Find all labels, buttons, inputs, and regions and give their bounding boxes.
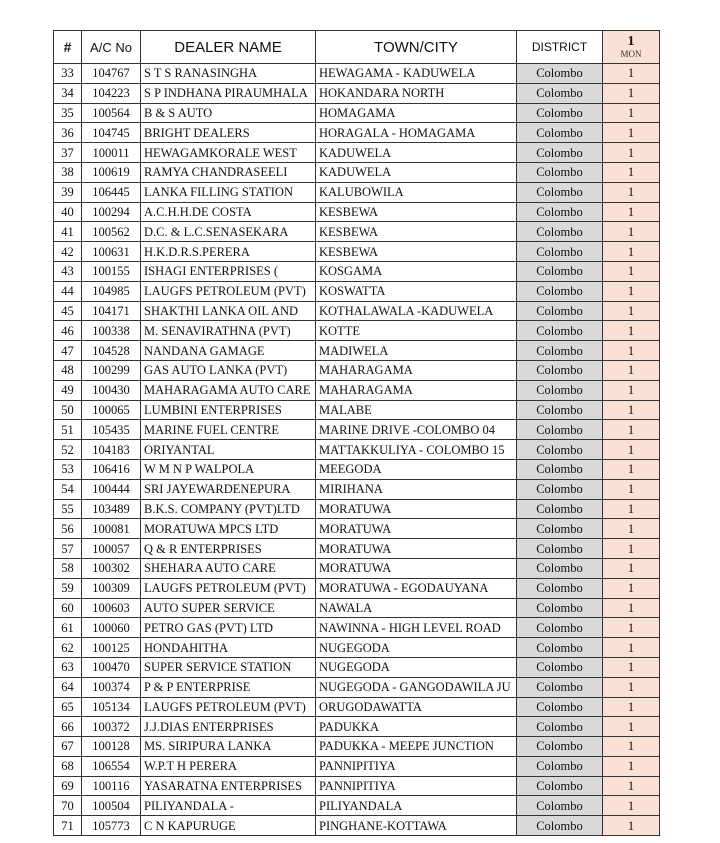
row-ac-no: 100444 <box>82 479 141 499</box>
row-district: Colombo <box>517 598 603 618</box>
row-district: Colombo <box>517 123 603 143</box>
row-num: 55 <box>54 499 82 519</box>
row-num: 40 <box>54 202 82 222</box>
row-dealer-name: LANKA FILLING STATION <box>141 182 316 202</box>
row-district: Colombo <box>517 578 603 598</box>
row-district: Colombo <box>517 657 603 677</box>
row-town-city: NUGEGODA <box>316 657 517 677</box>
table-row <box>54 539 660 559</box>
row-dealer-name: SHEHARA AUTO CARE <box>141 558 316 578</box>
table-row <box>54 83 660 103</box>
header-day <box>603 31 660 64</box>
row-day-value: 1 <box>603 103 660 123</box>
table-row <box>54 202 660 222</box>
row-ac-no: 104171 <box>82 301 141 321</box>
row-dealer-name: C N KAPURUGE <box>141 816 316 836</box>
table-row <box>54 519 660 539</box>
row-day-value: 1 <box>603 281 660 301</box>
row-day-value: 1 <box>603 756 660 776</box>
row-num: 50 <box>54 400 82 420</box>
row-town-city: MAHARAGAMA <box>316 360 517 380</box>
row-town-city: MIRIHANA <box>316 479 517 499</box>
row-district: Colombo <box>517 301 603 321</box>
row-ac-no: 100372 <box>82 717 141 737</box>
row-dealer-name: YASARATNA ENTERPRISES <box>141 776 316 796</box>
table-row <box>54 400 660 420</box>
row-ac-no: 100309 <box>82 578 141 598</box>
row-ac-no: 100619 <box>82 162 141 182</box>
row-dealer-name: HEWAGAMKORALE WEST <box>141 143 316 163</box>
row-ac-no: 100562 <box>82 222 141 242</box>
row-num: 36 <box>54 123 82 143</box>
row-district: Colombo <box>517 816 603 836</box>
row-ac-no: 100155 <box>82 261 141 281</box>
row-num: 57 <box>54 539 82 559</box>
table-body <box>54 64 660 836</box>
row-num: 71 <box>54 816 82 836</box>
table-row <box>54 578 660 598</box>
table-row <box>54 64 660 84</box>
row-district: Colombo <box>517 440 603 460</box>
row-district: Colombo <box>517 380 603 400</box>
row-town-city: KALUBOWILA <box>316 182 517 202</box>
row-num: 43 <box>54 261 82 281</box>
row-day-value: 1 <box>603 717 660 737</box>
row-day-value: 1 <box>603 776 660 796</box>
row-dealer-name: H.K.D.R.S.PERERA <box>141 242 316 262</box>
row-day-value: 1 <box>603 638 660 658</box>
header-district: DISTRICT <box>517 31 603 64</box>
row-district: Colombo <box>517 420 603 440</box>
row-ac-no: 100060 <box>82 618 141 638</box>
row-ac-no: 105134 <box>82 697 141 717</box>
row-ac-no: 106445 <box>82 182 141 202</box>
row-num: 69 <box>54 776 82 796</box>
row-dealer-name: J.J.DIAS ENTERPRISES <box>141 717 316 737</box>
row-day-value: 1 <box>603 539 660 559</box>
table-row <box>54 499 660 519</box>
table-row <box>54 182 660 202</box>
row-num: 52 <box>54 440 82 460</box>
row-day-value: 1 <box>603 123 660 143</box>
row-num: 68 <box>54 756 82 776</box>
row-day-value: 1 <box>603 400 660 420</box>
row-district: Colombo <box>517 677 603 697</box>
table-row <box>54 281 660 301</box>
row-num: 37 <box>54 143 82 163</box>
row-day-value: 1 <box>603 578 660 598</box>
row-dealer-name: D.C. & L.C.SENASEKARA <box>141 222 316 242</box>
table-row <box>54 737 660 757</box>
row-town-city: MAHARAGAMA <box>316 380 517 400</box>
row-district: Colombo <box>517 717 603 737</box>
row-day-value: 1 <box>603 459 660 479</box>
row-ac-no: 100299 <box>82 360 141 380</box>
row-ac-no: 100128 <box>82 737 141 757</box>
table-row <box>54 756 660 776</box>
table-row <box>54 380 660 400</box>
row-ac-no: 104183 <box>82 440 141 460</box>
row-day-value: 1 <box>603 677 660 697</box>
row-town-city: HEWAGAMA - KADUWELA <box>316 64 517 84</box>
row-district: Colombo <box>517 162 603 182</box>
table-row <box>54 301 660 321</box>
row-day-value: 1 <box>603 64 660 84</box>
row-day-value: 1 <box>603 360 660 380</box>
row-num: 46 <box>54 321 82 341</box>
row-town-city: KESBEWA <box>316 242 517 262</box>
table-row <box>54 341 660 361</box>
row-num: 62 <box>54 638 82 658</box>
table-row <box>54 677 660 697</box>
row-dealer-name: B.K.S. COMPANY (PVT)LTD <box>141 499 316 519</box>
row-ac-no: 100302 <box>82 558 141 578</box>
row-district: Colombo <box>517 400 603 420</box>
row-town-city: MORATUWA <box>316 558 517 578</box>
row-town-city: HORAGALA - HOMAGAMA <box>316 123 517 143</box>
row-dealer-name: LUMBINI ENTERPRISES <box>141 400 316 420</box>
row-dealer-name: PILIYANDALA - <box>141 796 316 816</box>
row-town-city: KOTHALAWALA -KADUWELA <box>316 301 517 321</box>
row-dealer-name: GAS AUTO LANKA (PVT) <box>141 360 316 380</box>
row-ac-no: 100603 <box>82 598 141 618</box>
row-day-value: 1 <box>603 162 660 182</box>
header-day-name: MON <box>620 49 642 59</box>
row-town-city: NUGEGODA - GANGODAWILA JU <box>316 677 517 697</box>
row-num: 45 <box>54 301 82 321</box>
row-dealer-name: W.P.T H PERERA <box>141 756 316 776</box>
row-town-city: PANNIPITIYA <box>316 756 517 776</box>
row-district: Colombo <box>517 83 603 103</box>
row-ac-no: 100294 <box>82 202 141 222</box>
row-day-value: 1 <box>603 697 660 717</box>
row-ac-no: 100125 <box>82 638 141 658</box>
row-num: 59 <box>54 578 82 598</box>
row-ac-no: 100430 <box>82 380 141 400</box>
table-row <box>54 420 660 440</box>
row-day-value: 1 <box>603 499 660 519</box>
row-ac-no: 100116 <box>82 776 141 796</box>
table-row <box>54 162 660 182</box>
table-row <box>54 776 660 796</box>
row-day-value: 1 <box>603 341 660 361</box>
row-district: Colombo <box>517 737 603 757</box>
row-town-city: NUGEGODA <box>316 638 517 658</box>
row-ac-no: 100470 <box>82 657 141 677</box>
row-dealer-name: M. SENAVIRATHNA (PVT) <box>141 321 316 341</box>
header-ac-no: A/C No <box>82 31 141 64</box>
table-row <box>54 638 660 658</box>
row-dealer-name: PETRO GAS (PVT) LTD <box>141 618 316 638</box>
row-day-value: 1 <box>603 301 660 321</box>
table-row <box>54 440 660 460</box>
row-ac-no: 104528 <box>82 341 141 361</box>
row-district: Colombo <box>517 479 603 499</box>
row-dealer-name: LAUGFS PETROLEUM (PVT) <box>141 281 316 301</box>
table-row <box>54 558 660 578</box>
table-row <box>54 360 660 380</box>
row-ac-no: 104767 <box>82 64 141 84</box>
row-num: 33 <box>54 64 82 84</box>
table-row <box>54 657 660 677</box>
row-district: Colombo <box>517 341 603 361</box>
table-row <box>54 321 660 341</box>
row-district: Colombo <box>517 756 603 776</box>
row-dealer-name: S P INDHANA PIRAUMHALA <box>141 83 316 103</box>
table-row <box>54 796 660 816</box>
row-num: 49 <box>54 380 82 400</box>
row-district: Colombo <box>517 281 603 301</box>
row-ac-no: 100631 <box>82 242 141 262</box>
row-dealer-name: S T S RANASINGHA <box>141 64 316 84</box>
row-town-city: ORUGODAWATTA <box>316 697 517 717</box>
row-district: Colombo <box>517 459 603 479</box>
row-district: Colombo <box>517 558 603 578</box>
row-dealer-name: BRIGHT DEALERS <box>141 123 316 143</box>
row-district: Colombo <box>517 261 603 281</box>
row-num: 44 <box>54 281 82 301</box>
row-town-city: MARINE DRIVE -COLOMBO 04 <box>316 420 517 440</box>
row-ac-no: 103489 <box>82 499 141 519</box>
row-town-city: PADUKKA - MEEPE JUNCTION <box>316 737 517 757</box>
table-row <box>54 242 660 262</box>
row-town-city: PINGHANE-KOTTAWA <box>316 816 517 836</box>
row-district: Colombo <box>517 143 603 163</box>
row-dealer-name: A.C.H.H.DE COSTA <box>141 202 316 222</box>
row-num: 39 <box>54 182 82 202</box>
row-dealer-name: ISHAGI ENTERPRISES ( <box>141 261 316 281</box>
row-district: Colombo <box>517 222 603 242</box>
row-town-city: PILIYANDALA <box>316 796 517 816</box>
row-num: 63 <box>54 657 82 677</box>
row-day-value: 1 <box>603 182 660 202</box>
row-dealer-name: LAUGFS PETROLEUM (PVT) <box>141 697 316 717</box>
row-ac-no: 100057 <box>82 539 141 559</box>
row-ac-no: 100564 <box>82 103 141 123</box>
row-day-value: 1 <box>603 321 660 341</box>
row-day-value: 1 <box>603 420 660 440</box>
row-town-city: KESBEWA <box>316 202 517 222</box>
row-dealer-name: HONDAHITHA <box>141 638 316 658</box>
row-town-city: MADIWELA <box>316 341 517 361</box>
row-town-city: KESBEWA <box>316 222 517 242</box>
table-row <box>54 479 660 499</box>
row-dealer-name: NANDANA GAMAGE <box>141 341 316 361</box>
row-dealer-name: MARINE FUEL CENTRE <box>141 420 316 440</box>
row-num: 38 <box>54 162 82 182</box>
row-ac-no: 105435 <box>82 420 141 440</box>
row-district: Colombo <box>517 182 603 202</box>
row-num: 41 <box>54 222 82 242</box>
row-num: 60 <box>54 598 82 618</box>
table-row <box>54 222 660 242</box>
row-town-city: HOKANDARA NORTH <box>316 83 517 103</box>
row-num: 34 <box>54 83 82 103</box>
row-town-city: KADUWELA <box>316 162 517 182</box>
row-dealer-name: MAHARAGAMA AUTO CARE <box>141 380 316 400</box>
row-ac-no: 106554 <box>82 756 141 776</box>
row-dealer-name: B & S AUTO <box>141 103 316 123</box>
table-row <box>54 618 660 638</box>
row-dealer-name: Q & R ENTERPRISES <box>141 539 316 559</box>
row-ac-no: 105773 <box>82 816 141 836</box>
row-town-city: NAWINNA - HIGH LEVEL ROAD <box>316 618 517 638</box>
table-row <box>54 717 660 737</box>
row-dealer-name: MORATUWA MPCS LTD <box>141 519 316 539</box>
row-day-value: 1 <box>603 796 660 816</box>
row-district: Colombo <box>517 242 603 262</box>
row-town-city: KOTTE <box>316 321 517 341</box>
table-row <box>54 697 660 717</box>
row-district: Colombo <box>517 499 603 519</box>
row-day-value: 1 <box>603 143 660 163</box>
row-district: Colombo <box>517 103 603 123</box>
row-day-value: 1 <box>603 598 660 618</box>
table-row <box>54 123 660 143</box>
row-dealer-name: RAMYA CHANDRASEELI <box>141 162 316 182</box>
row-town-city: MATTAKKULIYA - COLOMBO 15 <box>316 440 517 460</box>
row-num: 61 <box>54 618 82 638</box>
row-town-city: MORATUWA <box>316 499 517 519</box>
row-dealer-name: P & P ENTERPRISE <box>141 677 316 697</box>
row-town-city: MEEGODA <box>316 459 517 479</box>
row-num: 65 <box>54 697 82 717</box>
row-day-value: 1 <box>603 261 660 281</box>
row-day-value: 1 <box>603 242 660 262</box>
row-num: 53 <box>54 459 82 479</box>
row-district: Colombo <box>517 202 603 222</box>
row-num: 47 <box>54 341 82 361</box>
row-day-value: 1 <box>603 737 660 757</box>
row-dealer-name: LAUGFS PETROLEUM (PVT) <box>141 578 316 598</box>
table-row <box>54 598 660 618</box>
row-district: Colombo <box>517 360 603 380</box>
row-dealer-name: SRI JAYEWARDENEPURA <box>141 479 316 499</box>
row-district: Colombo <box>517 321 603 341</box>
table-row <box>54 261 660 281</box>
row-num: 35 <box>54 103 82 123</box>
row-num: 66 <box>54 717 82 737</box>
row-ac-no: 104985 <box>82 281 141 301</box>
row-district: Colombo <box>517 539 603 559</box>
header-row <box>54 31 660 64</box>
row-district: Colombo <box>517 776 603 796</box>
row-district: Colombo <box>517 618 603 638</box>
row-town-city: MORATUWA <box>316 539 517 559</box>
row-town-city: KADUWELA <box>316 143 517 163</box>
row-town-city: KOSWATTA <box>316 281 517 301</box>
row-town-city: HOMAGAMA <box>316 103 517 123</box>
table-row <box>54 143 660 163</box>
row-town-city: PANNIPITIYA <box>316 776 517 796</box>
row-dealer-name: SUPER SERVICE STATION <box>141 657 316 677</box>
row-district: Colombo <box>517 519 603 539</box>
header-dealer-name: DEALER NAME <box>141 31 316 64</box>
row-day-value: 1 <box>603 479 660 499</box>
dealer-table <box>53 30 660 836</box>
row-district: Colombo <box>517 638 603 658</box>
row-day-value: 1 <box>603 222 660 242</box>
table-row <box>54 459 660 479</box>
row-ac-no: 100081 <box>82 519 141 539</box>
row-num: 56 <box>54 519 82 539</box>
row-district: Colombo <box>517 796 603 816</box>
row-district: Colombo <box>517 697 603 717</box>
row-town-city: PADUKKA <box>316 717 517 737</box>
row-town-city: KOSGAMA <box>316 261 517 281</box>
row-town-city: NAWALA <box>316 598 517 618</box>
row-dealer-name: AUTO SUPER SERVICE <box>141 598 316 618</box>
row-ac-no: 104223 <box>82 83 141 103</box>
row-dealer-name: W M N P WALPOLA <box>141 459 316 479</box>
table-row <box>54 816 660 836</box>
row-num: 64 <box>54 677 82 697</box>
row-day-value: 1 <box>603 657 660 677</box>
row-ac-no: 100065 <box>82 400 141 420</box>
row-day-value: 1 <box>603 202 660 222</box>
table-row <box>54 103 660 123</box>
row-dealer-name: MS. SIRIPURA LANKA <box>141 737 316 757</box>
row-district: Colombo <box>517 64 603 84</box>
header-day-number: 1 <box>627 34 635 49</box>
row-dealer-name: SHAKTHI LANKA OIL AND <box>141 301 316 321</box>
row-dealer-name: ORIYANTAL <box>141 440 316 460</box>
row-town-city: MORATUWA <box>316 519 517 539</box>
header-num: # <box>54 31 82 64</box>
row-num: 51 <box>54 420 82 440</box>
row-ac-no: 100504 <box>82 796 141 816</box>
row-town-city: MORATUWA - EGODAUYANA <box>316 578 517 598</box>
row-ac-no: 100338 <box>82 321 141 341</box>
row-day-value: 1 <box>603 83 660 103</box>
row-num: 58 <box>54 558 82 578</box>
row-day-value: 1 <box>603 519 660 539</box>
row-num: 67 <box>54 737 82 757</box>
header-town-city: TOWN/CITY <box>316 31 517 64</box>
row-town-city: MALABE <box>316 400 517 420</box>
row-num: 48 <box>54 360 82 380</box>
row-day-value: 1 <box>603 558 660 578</box>
row-num: 42 <box>54 242 82 262</box>
row-ac-no: 100374 <box>82 677 141 697</box>
row-num: 70 <box>54 796 82 816</box>
row-ac-no: 106416 <box>82 459 141 479</box>
row-day-value: 1 <box>603 380 660 400</box>
row-num: 54 <box>54 479 82 499</box>
row-day-value: 1 <box>603 816 660 836</box>
row-day-value: 1 <box>603 618 660 638</box>
row-day-value: 1 <box>603 440 660 460</box>
row-ac-no: 104745 <box>82 123 141 143</box>
row-ac-no: 100011 <box>82 143 141 163</box>
